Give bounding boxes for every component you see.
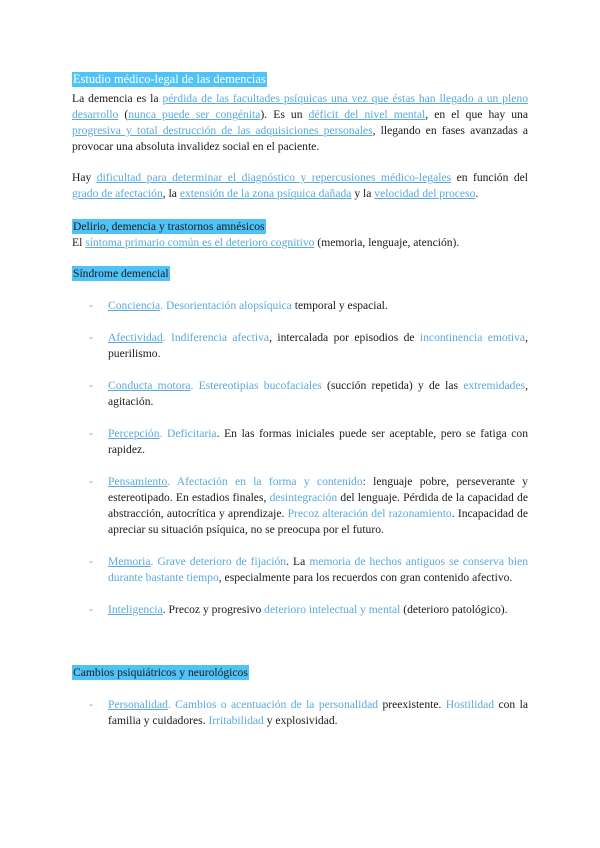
highlighted-term: deterioro intelectual y mental <box>264 603 401 616</box>
text-run: , en el que hay una <box>425 108 528 121</box>
underlined-term: Conducta motora <box>108 379 191 392</box>
highlighted-term: Hostilidad <box>445 698 495 711</box>
text-run: , especialmente para los recuerdos con gran contenido afectivo. <box>218 571 513 584</box>
underlined-term: déficit del nivel mental <box>308 108 426 121</box>
section-heading-sindrome: Síndrome demencial <box>73 267 169 280</box>
document-title: Estudio médico-legal de las demencias <box>73 72 266 86</box>
text-run: : lenguaje pobre, perseverante y estereotipado. En estadios finales, <box>108 475 528 504</box>
underlined-term: nunca puede ser congénita <box>128 108 261 121</box>
intro-paragraph-1-block <box>72 91 528 155</box>
list-item <box>72 697 528 729</box>
underlined-term: pérdida de las facultades psíquicas una vez que éstas han llegado a un pleno desarrollo <box>72 92 528 121</box>
sindrome-list <box>72 298 528 618</box>
section-sindrome-heading-block <box>72 266 528 282</box>
highlighted-term: . Afectación en la forma y contenido <box>167 475 363 488</box>
list-item <box>72 474 528 538</box>
cambios-list <box>72 697 528 729</box>
text-run: . Incapacidad de apreciar su situación psíquica, no se preocupa por el futuro. <box>108 507 528 536</box>
dash-bullet: - <box>89 427 93 440</box>
cambios-items <box>72 697 528 729</box>
underlined-term: Pensamiento <box>108 475 168 488</box>
intro-paragraph-1 <box>72 91 528 155</box>
text-run: con la familia y cuidadores. <box>108 698 528 727</box>
highlighted-term: . Grave deterioro de fijación <box>150 555 287 568</box>
underlined-term: Afectividad <box>108 331 163 344</box>
list-item <box>72 378 528 410</box>
text-run: y explosividad. <box>263 714 338 727</box>
highlighted-term: desintegración <box>269 491 338 504</box>
highlighted-term: extremidades <box>463 379 526 392</box>
highlighted-term: Irritabilidad <box>208 714 264 727</box>
sindrome-items <box>72 298 528 618</box>
underlined-term: Personalidad <box>108 698 168 711</box>
highlighted-term: incontinencia emotiva <box>419 331 526 344</box>
text-run: en función del <box>451 171 529 184</box>
underlined-term: síntoma primario común es el deterioro cognitivo <box>85 236 315 249</box>
list-item <box>72 554 528 586</box>
text-run: . <box>475 187 479 200</box>
text-run: preexistente. <box>378 698 446 711</box>
text-run: (deterioro patológico). <box>400 603 508 616</box>
text-run: La demencia es la <box>72 92 163 105</box>
highlighted-term: memoria de hechos antiguos se conserva bien durante bastante tiempo <box>108 555 529 584</box>
underlined-term: grado de afectación <box>72 187 163 200</box>
document-title-block <box>72 72 528 88</box>
highlighted-term: . Indiferencia afectiva <box>162 331 270 344</box>
list-item <box>72 298 528 314</box>
text-run: ( <box>118 108 129 121</box>
section-heading-cambios: Cambios psiquiátricos y neurológicos <box>73 666 248 679</box>
intro-paragraph-2-block <box>72 170 528 202</box>
section-heading-delirio: Delirio, demencia y trastornos amnésicos <box>73 220 265 233</box>
text-run: El <box>72 236 86 249</box>
highlighted-term: . Desorientación alopsíquica <box>160 299 292 312</box>
text-run: . En las formas iniciales puede ser aceptable, pero se fatiga con rapidez. <box>108 427 529 456</box>
dash-bullet: - <box>89 698 93 711</box>
underlined-term: progresiva y total destrucción de las adquisiciones personales <box>72 124 373 137</box>
text-run: Hay <box>72 171 97 184</box>
underlined-term: extensión de la zona psíquica dañada <box>179 187 352 200</box>
text-run: ). Es un <box>260 108 309 121</box>
underlined-term: dificultad para determinar el diagnóstico y repercusiones médico-legales <box>96 171 452 184</box>
text-run: , la <box>162 187 180 200</box>
highlighted-term: Precoz alteración del razonamiento <box>287 507 452 520</box>
dash-bullet: - <box>89 475 93 488</box>
underlined-term: velocidad del proceso <box>374 187 476 200</box>
highlighted-term: . Cambios o acentuación de la personalidad <box>167 698 379 711</box>
underlined-term: Memoria <box>108 555 151 568</box>
section-delirio-text <box>72 235 528 251</box>
text-run: y la <box>351 187 375 200</box>
dash-bullet: - <box>89 603 93 616</box>
text-run: , agitación. <box>108 379 529 408</box>
text-run: del lenguaje. Pérdida de la capacidad de abstracción, autocrítica y aprendizaje. <box>108 491 528 520</box>
section-delirio <box>72 219 528 251</box>
text-run: . Precoz y progresivo <box>162 603 265 616</box>
text-run: . La <box>286 555 310 568</box>
text-run: temporal y espacial. <box>291 299 388 312</box>
intro-paragraph-2 <box>72 170 528 202</box>
text-run: , puerilismo. <box>108 331 528 360</box>
list-item <box>72 330 528 362</box>
dash-bullet: - <box>89 331 93 344</box>
dash-bullet: - <box>89 555 93 568</box>
highlighted-term: . Estereotipias bucofaciales <box>190 379 322 392</box>
list-item <box>72 602 528 618</box>
underlined-term: Conciencia <box>108 299 161 312</box>
text-run: , llegando en fases avanzadas a provocar una absoluta invalidez social en el paciente. <box>72 124 528 153</box>
dash-bullet: - <box>89 299 93 312</box>
section-cambios-heading-block <box>72 665 528 681</box>
underlined-term: Percepción <box>108 427 160 440</box>
highlighted-term: . Deficitaria <box>159 427 217 440</box>
text-run: (memoria, lenguaje, atención). <box>314 236 460 249</box>
text-run: , intercalada por episodios de <box>269 331 420 344</box>
underlined-term: Inteligencia <box>108 603 163 616</box>
text-run: (succión repetida) y de las <box>321 379 464 392</box>
list-item <box>72 426 528 458</box>
dash-bullet: - <box>89 379 93 392</box>
